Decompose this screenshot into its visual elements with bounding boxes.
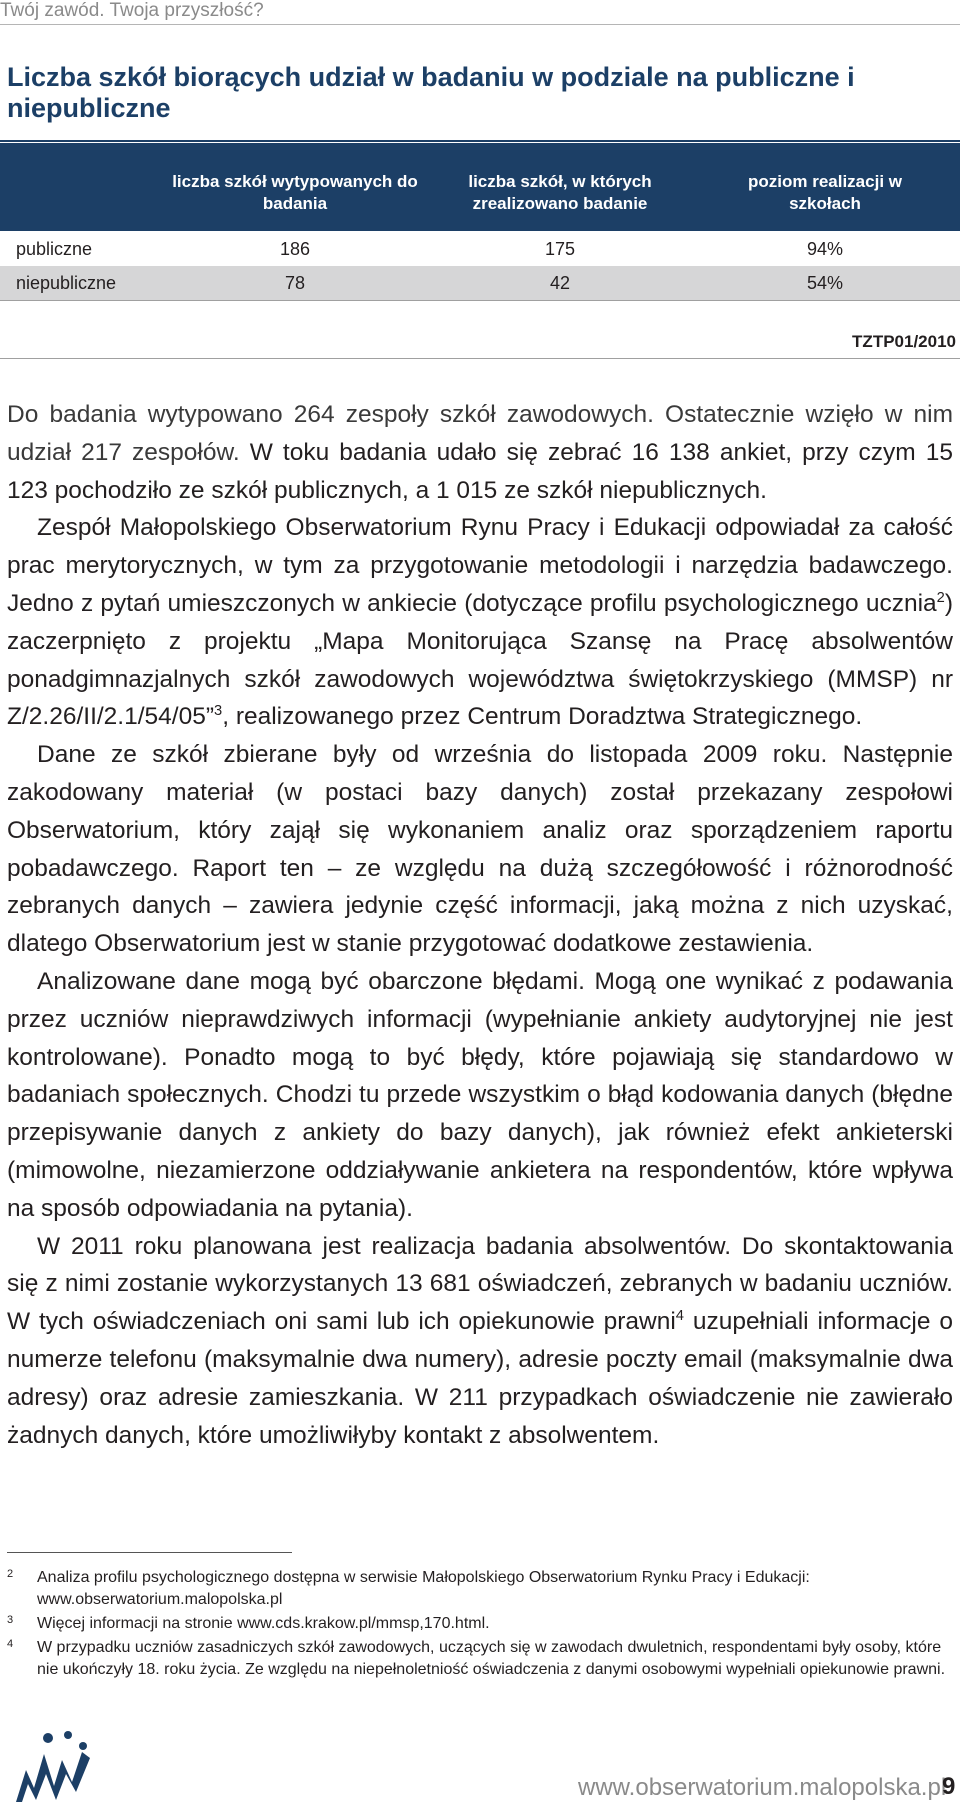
paragraph-text: W toku badania udało się zebrać 16 138 ankiet, przy czym 15 123 pochodziło ze szkół publicznych, a 1 015 ze szkół niepublicznych. (7, 438, 953, 504)
page-number: 9 (942, 1773, 956, 1800)
paragraph (7, 509, 953, 736)
running-header: Twój zawód. Twoja przyszłość? (0, 0, 264, 21)
table-title: Liczba szkół biorących udział w badaniu w podziale na publiczne i niepubliczne (7, 62, 855, 123)
paragraph-text: , realizowanego przez Centrum Doradztwa Strategicznego. (222, 703, 863, 731)
table-row (0, 266, 960, 300)
cell-level: 94% (806, 239, 844, 259)
footnote (7, 1567, 953, 1611)
footnote-ref: 2 (936, 589, 945, 606)
paragraph: Analizowane dane mogą być obarczone błędami. Mogą one wynikać z podawania przez uczniów nieprawdziwych informacji (wypełnianie ankiety audytoryjnej nie jest kontrolowane). Ponadto mogą to być błędy, które pojawiają się standardowo w badaniach społecznych. Chodzi tu przede wszystkim o błąd kodowania danych (błędne przepisywanie danych z ankiety do bazy danych), jak również efekt ankieterski (mimowolne, niezamierzone oddziaływanie ankietera na respondentów, które wpływa na sposób odpowiadania na pytania). (7, 967, 953, 1222)
table-bottom-divider (0, 300, 960, 301)
paragraph-text: uzupełniali informacje o numerze telefonu (maksymalnie dwa numery), adresie poczty email (maksymalnie dwa adresy) oraz adresie zamieszkania. W 211 przypadkach oświadczenie nie zawierało żadnych danych, które umożliwiłyby kontakt z absolwentem. (7, 1308, 953, 1449)
column-header-level: poziom realizacji w szkołach (748, 172, 902, 213)
footnote (7, 1613, 953, 1635)
paragraph-text: W 2011 roku planowana jest realizacja badania absolwentów. Do skontaktowania się z nimi zostanie wykorzystanych 13 681 oświadczeń, zebranych w badaniu uczniów. W tych oświadczeniach oni sami lub ich opiekunowie prawni (7, 1232, 953, 1336)
table-title-divider (0, 140, 960, 142)
cell-level: 54% (806, 273, 844, 293)
body-text (7, 396, 953, 1454)
observatory-logo-icon (10, 1730, 95, 1805)
footer-url[interactable]: www.obserwatorium.malopolska.pl (578, 1774, 947, 1801)
footnote-ref: 3 (214, 703, 223, 720)
table-header (0, 143, 960, 231)
paragraph (7, 396, 953, 509)
footnote-text: Analiza profilu psychologicznego dostępna w serwisie Małopolskiego Obserwatorium Rynku Pracy i Edukacji: www.obserwatorium.malopolska.pl (37, 1569, 810, 1608)
column-header-typed: liczba szkół wytypowanych do badania (172, 172, 418, 213)
cell-typed: 186 (280, 239, 311, 259)
footnote-text: W przypadku uczniów zasadniczych szkół zawodowych, uczących się w zawodach dwuletnich, respondentami były osoby, które nie ukończyły 18. roku życia. Ze względu na niepełnoletniość oświadczenia z danymi osobowymi wypełniali opiekunowie prawni. (37, 1639, 946, 1678)
row-label: niepubliczne (16, 273, 117, 293)
footnote-number: 2 (7, 1568, 14, 1580)
table-source: TZTP01/2010 (852, 332, 956, 351)
footnote-divider (7, 1552, 292, 1553)
intro-sentence: Do badania wytypowano 264 zespoły szkół zawodowych. Ostatecznie wzięło w nim udział 217 zespołów. (7, 401, 953, 466)
cell-realized: 42 (549, 273, 571, 293)
footnote-number: 3 (7, 1614, 14, 1626)
footnote-number: 4 (7, 1638, 14, 1650)
header-divider (0, 24, 960, 25)
cell-typed: 78 (284, 273, 306, 293)
footnote (7, 1637, 953, 1681)
paragraph-text: Zespół Małopolskiego Obserwatorium Rynu Pracy i Edukacji odpowiadał za całość prac merytorycznych, w tym za przygotowanie metodologii i narzędzia badawczego. Jedno z pytań umieszczonych w ankiecie (dotyczące profilu psychologicznego ucznia (7, 514, 953, 617)
paragraph (7, 1228, 953, 1455)
footnotes (7, 1567, 953, 1683)
row-label: publiczne (16, 239, 93, 259)
paragraph-text: ) zaczerpnięto z projektu „Mapa Monitorująca Szansę na Pracę absolwentów ponadgimnazjalnych szkół zawodowych województwa świętokrzyskiego (MMSP) nr Z/2.26/II/2.1/54/05” (7, 589, 953, 731)
cell-realized: 175 (545, 239, 576, 259)
column-header-realized: liczba szkół, w których zrealizowano badanie (468, 172, 652, 213)
footnote-text: Więcej informacji na stronie www.cds.krakow.pl/mmsp,170.html. (37, 1615, 490, 1632)
table-row (0, 232, 960, 266)
paragraph: Dane ze szkół zbierane były od września do listopada 2009 roku. Następnie zakodowany materiał (w postaci bazy danych) został przekazany zespołowi Obserwatorium, który zajął się wykonaniem analiz oraz sporządzeniem raportu pobadawczego. Raport ten – ze względu na dużą szczegółowość i różnorodność zebranych danych – zawiera jedynie część informacji, jaką można z nich uzyskać, dlatego Obserwatorium jest w stanie przygotować dodatkowe zestawienia. (7, 741, 953, 958)
source-divider (0, 358, 960, 359)
footnote-ref: 4 (675, 1307, 684, 1324)
